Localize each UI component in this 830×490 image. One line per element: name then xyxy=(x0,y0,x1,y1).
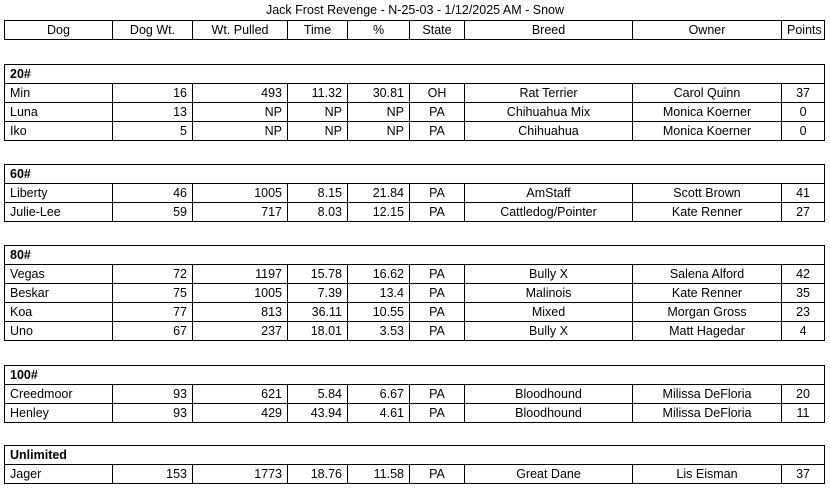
weight-pulled-cell: 429 xyxy=(193,404,288,423)
page-title: Jack Frost Revenge - N-25-03 - 1/12/2025 AM - Snow xyxy=(265,3,565,17)
dog-name-cell: Julie-Lee xyxy=(5,203,113,222)
state-cell: PA xyxy=(410,184,465,203)
time-cell: 11.32 xyxy=(288,84,348,103)
section-table xyxy=(4,365,825,423)
percent-cell: 3.53 xyxy=(348,322,410,341)
state-cell: PA xyxy=(410,303,465,322)
time-cell: 15.78 xyxy=(288,265,348,284)
state-cell: PA xyxy=(410,103,465,122)
dog-weight-cell: 46 xyxy=(113,184,193,203)
breed-cell: Bully X xyxy=(465,265,633,284)
breed-cell: Mixed xyxy=(465,303,633,322)
percent-cell: 11.58 xyxy=(348,465,410,484)
points-cell: 0 xyxy=(782,103,825,122)
owner-cell: Salena Alford xyxy=(633,265,782,284)
time-cell: 18.01 xyxy=(288,322,348,341)
dog-name-cell: Jager xyxy=(5,465,113,484)
dog-weight-cell: 13 xyxy=(113,103,193,122)
dog-name-cell: Vegas xyxy=(5,265,113,284)
section-table xyxy=(4,445,825,484)
time-cell: 5.84 xyxy=(288,385,348,404)
weight-pulled-cell: 237 xyxy=(193,322,288,341)
dog-weight-cell: 72 xyxy=(113,265,193,284)
table-row xyxy=(5,84,825,103)
table-row xyxy=(5,265,825,284)
weight-pulled-cell: NP xyxy=(193,103,288,122)
dog-name-cell: Luna xyxy=(5,103,113,122)
points-cell: 42 xyxy=(782,265,825,284)
table-row xyxy=(5,303,825,322)
dog-name-cell: Beskar xyxy=(5,284,113,303)
table-row xyxy=(5,203,825,222)
dog-weight-cell: 93 xyxy=(113,385,193,404)
column-header-table xyxy=(4,20,825,40)
state-cell: OH xyxy=(410,84,465,103)
dog-name-cell: Min xyxy=(5,84,113,103)
weight-pulled-cell: 1005 xyxy=(193,284,288,303)
percent-cell: 12.15 xyxy=(348,203,410,222)
time-cell: 8.03 xyxy=(288,203,348,222)
owner-cell: Monica Koerner xyxy=(633,103,782,122)
state-cell: PA xyxy=(410,465,465,484)
percent-cell: NP xyxy=(348,103,410,122)
state-cell: PA xyxy=(410,404,465,423)
state-cell: PA xyxy=(410,284,465,303)
dog-weight-cell: 153 xyxy=(113,465,193,484)
weight-pulled-cell: 1005 xyxy=(193,184,288,203)
time-cell: 7.39 xyxy=(288,284,348,303)
weight-pulled-cell: 493 xyxy=(193,84,288,103)
dog-name-cell: Creedmoor xyxy=(5,385,113,404)
percent-cell: 4.61 xyxy=(348,404,410,423)
points-cell: 27 xyxy=(782,203,825,222)
weight-pulled-cell: NP xyxy=(193,122,288,141)
col-header-state: State xyxy=(410,21,465,40)
percent-cell: 10.55 xyxy=(348,303,410,322)
points-cell: 41 xyxy=(782,184,825,203)
section-table xyxy=(4,64,825,141)
owner-cell: Kate Renner xyxy=(633,284,782,303)
owner-cell: Scott Brown xyxy=(633,184,782,203)
owner-cell: Kate Renner xyxy=(633,203,782,222)
weight-class-label: Unlimited xyxy=(5,446,825,465)
table-row xyxy=(5,122,825,141)
points-cell: 37 xyxy=(782,84,825,103)
weight-pulled-cell: 717 xyxy=(193,203,288,222)
dog-name-cell: Iko xyxy=(5,122,113,141)
state-cell: PA xyxy=(410,265,465,284)
state-cell: PA xyxy=(410,385,465,404)
table-row xyxy=(5,103,825,122)
table-row xyxy=(5,385,825,404)
col-header-points: Points xyxy=(782,21,825,40)
owner-cell: Milissa DeFloria xyxy=(633,404,782,423)
table-row xyxy=(5,284,825,303)
column-header-row xyxy=(5,21,825,40)
time-cell: NP xyxy=(288,122,348,141)
points-cell: 35 xyxy=(782,284,825,303)
section-table xyxy=(4,164,825,222)
owner-cell: Milissa DeFloria xyxy=(633,385,782,404)
owner-cell: Matt Hagedar xyxy=(633,322,782,341)
percent-cell: 13.4 xyxy=(348,284,410,303)
section-table xyxy=(4,245,825,341)
breed-cell: Bloodhound xyxy=(465,385,633,404)
dog-name-cell: Uno xyxy=(5,322,113,341)
breed-cell: Chihuahua xyxy=(465,122,633,141)
points-cell: 23 xyxy=(782,303,825,322)
percent-cell: 16.62 xyxy=(348,265,410,284)
time-cell: 18.76 xyxy=(288,465,348,484)
percent-cell: 6.67 xyxy=(348,385,410,404)
breed-cell: Bloodhound xyxy=(465,404,633,423)
percent-cell: NP xyxy=(348,122,410,141)
weight-pulled-cell: 621 xyxy=(193,385,288,404)
breed-cell: AmStaff xyxy=(465,184,633,203)
time-cell: 36.11 xyxy=(288,303,348,322)
dog-weight-cell: 93 xyxy=(113,404,193,423)
points-cell: 0 xyxy=(782,122,825,141)
owner-cell: Lis Eisman xyxy=(633,465,782,484)
points-cell: 4 xyxy=(782,322,825,341)
owner-cell: Carol Quinn xyxy=(633,84,782,103)
dog-name-cell: Koa xyxy=(5,303,113,322)
time-cell: 8.15 xyxy=(288,184,348,203)
state-cell: PA xyxy=(410,322,465,341)
breed-cell: Rat Terrier xyxy=(465,84,633,103)
time-cell: NP xyxy=(288,103,348,122)
weight-pulled-cell: 1773 xyxy=(193,465,288,484)
col-header-dog: Dog xyxy=(5,21,113,40)
weight-pulled-cell: 1197 xyxy=(193,265,288,284)
state-cell: PA xyxy=(410,122,465,141)
table-row xyxy=(5,404,825,423)
weight-class-label: 60# xyxy=(5,165,825,184)
dog-weight-cell: 5 xyxy=(113,122,193,141)
col-header-time: Time xyxy=(288,21,348,40)
dog-weight-cell: 67 xyxy=(113,322,193,341)
percent-cell: 30.81 xyxy=(348,84,410,103)
dog-name-cell: Liberty xyxy=(5,184,113,203)
breed-cell: Cattledog/Pointer xyxy=(465,203,633,222)
table-row xyxy=(5,322,825,341)
dog-weight-cell: 77 xyxy=(113,303,193,322)
section-header-row xyxy=(5,366,825,385)
points-cell: 37 xyxy=(782,465,825,484)
breed-cell: Great Dane xyxy=(465,465,633,484)
points-cell: 20 xyxy=(782,385,825,404)
col-header-owner: Owner xyxy=(633,21,782,40)
breed-cell: Chihuahua Mix xyxy=(465,103,633,122)
col-header-percent: % xyxy=(348,21,410,40)
dog-weight-cell: 75 xyxy=(113,284,193,303)
dog-weight-cell: 59 xyxy=(113,203,193,222)
dog-weight-cell: 16 xyxy=(113,84,193,103)
points-cell: 11 xyxy=(782,404,825,423)
weight-pulled-cell: 813 xyxy=(193,303,288,322)
weight-class-label: 20# xyxy=(5,65,825,84)
section-header-row xyxy=(5,165,825,184)
section-header-row xyxy=(5,446,825,465)
state-cell: PA xyxy=(410,203,465,222)
owner-cell: Monica Koerner xyxy=(633,122,782,141)
section-header-row xyxy=(5,65,825,84)
table-row xyxy=(5,465,825,484)
breed-cell: Malinois xyxy=(465,284,633,303)
col-header-dog-weight: Dog Wt. xyxy=(113,21,193,40)
time-cell: 43.94 xyxy=(288,404,348,423)
owner-cell: Morgan Gross xyxy=(633,303,782,322)
percent-cell: 21.84 xyxy=(348,184,410,203)
col-header-weight-pulled: Wt. Pulled xyxy=(193,21,288,40)
section-header-row xyxy=(5,246,825,265)
weight-class-label: 100# xyxy=(5,366,825,385)
breed-cell: Bully X xyxy=(465,322,633,341)
dog-name-cell: Henley xyxy=(5,404,113,423)
table-row xyxy=(5,184,825,203)
col-header-breed: Breed xyxy=(465,21,633,40)
weight-class-label: 80# xyxy=(5,246,825,265)
